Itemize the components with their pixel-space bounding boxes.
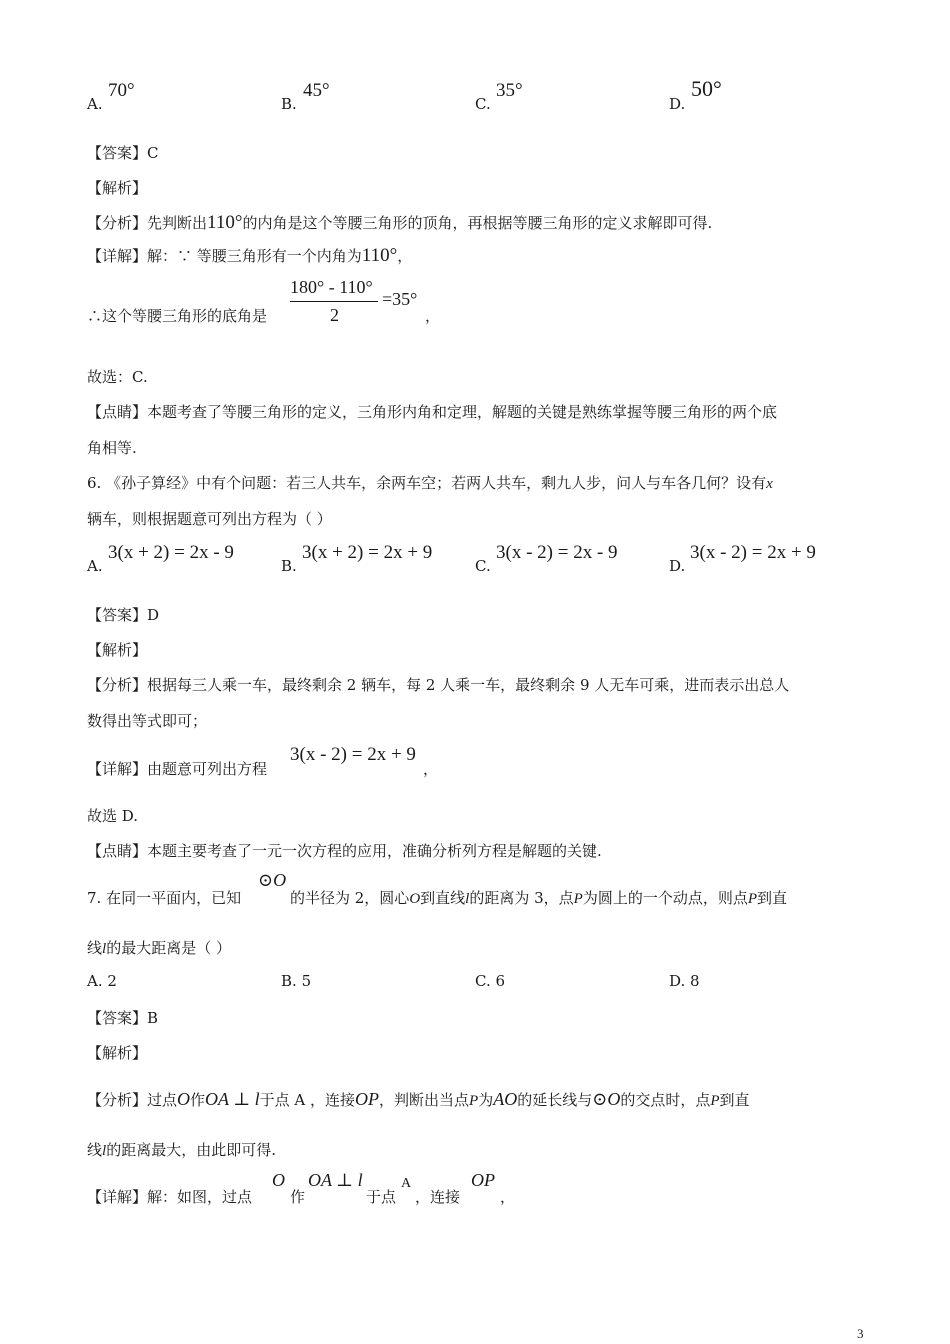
q7-an-g: 的交点时，点 <box>620 1091 711 1109</box>
q5-analysis-math: 110° <box>207 212 243 233</box>
q6-stem-x: x <box>766 476 773 492</box>
q7-detail-tag: 【详解】 <box>87 1188 148 1206</box>
q5-comment-text-2: 角相等. <box>87 439 137 457</box>
q7-stem-d: 的距离为 3，点 <box>469 889 574 907</box>
q5-answer: C <box>147 144 159 162</box>
q7-an2-a: 线 <box>87 1141 103 1159</box>
q5-option-d-letter: D. <box>669 95 686 113</box>
q7-detail-line-a <box>87 1186 252 1207</box>
q6-answer-tag: 【答案】 <box>87 606 148 624</box>
q7-an-oa: OA ⊥ l <box>205 1089 260 1109</box>
q6-answer-line <box>87 604 159 625</box>
q5-fraction-result: =35° <box>382 289 418 309</box>
q7-option-c-value: 6 <box>495 972 506 990</box>
q6-option-d-value: 3(x - 2) = 2x + 9 <box>690 542 816 563</box>
q7-an-e: 为 <box>478 1091 494 1109</box>
q5-option-a-letter: A. <box>87 95 103 113</box>
q5-therefore-comma: ， <box>425 307 441 325</box>
q6-choose: 故选 D. <box>87 807 139 825</box>
q7-de-b: 作 <box>290 1188 306 1206</box>
q5-option-c-value: 35° <box>496 80 523 101</box>
q5-detail-math: 110° <box>361 245 398 266</box>
q6-answer: D <box>147 606 160 624</box>
q7-de-o: O <box>272 1170 285 1190</box>
q7-l2: l <box>102 941 107 957</box>
q6-option-a-letter: A. <box>87 557 103 575</box>
q7-stem-e: 为圆上的一个动点，则点 <box>582 889 748 907</box>
q6-option-d-letter: D. <box>669 557 686 575</box>
q5-option-d-value: 50° <box>691 76 722 101</box>
q5-comment <box>87 401 777 422</box>
q7-analysis-line-1 <box>87 1089 750 1110</box>
q7-de-a: 解：如图，过点 <box>147 1188 253 1206</box>
q6-detail-line <box>87 758 267 779</box>
q6-stem-line-2: 辆车，则根据题意可列出方程为（ ） <box>87 510 332 528</box>
q5-detail <box>87 245 412 267</box>
page-number: 3 <box>857 1326 864 1341</box>
q7-option-d-letter: D. <box>669 972 686 990</box>
q7-an-d: ，判断出当点 <box>379 1091 470 1109</box>
q5-jiexi: 【解析】 <box>87 179 148 197</box>
q5-answer-tag: 【答案】 <box>87 144 148 162</box>
q7-de-op: OP <box>471 1170 495 1190</box>
q7-an-op: OP <box>355 1089 380 1109</box>
q7-stem-line-1a: 7. 在同一平面内，已知 <box>87 889 242 907</box>
q7-de-c: 于点 <box>366 1188 397 1206</box>
q5-option-b-letter: B. <box>281 95 297 113</box>
q7-de-A: A <box>401 1176 412 1191</box>
q6-analysis-line-1 <box>87 674 789 695</box>
q7-analysis-tag: 【分析】 <box>87 1091 148 1109</box>
q5-fraction-numerator: 180° - 110° <box>290 277 373 297</box>
q7-option-a-letter: A. <box>87 972 103 990</box>
q7-an-p2: P <box>710 1093 720 1109</box>
q5-analysis-tag: 【分析】 <box>87 214 148 232</box>
q6-option-b-letter: B. <box>281 557 297 575</box>
q6-jiexi: 【解析】 <box>87 641 148 659</box>
q7-an-b: 作 <box>190 1091 206 1109</box>
q5-detail-tag: 【详解】 <box>87 247 148 265</box>
q5-option-c-letter: C. <box>475 95 491 113</box>
q7-option-b-letter: B. <box>281 972 297 990</box>
q5-analysis <box>87 212 712 234</box>
q7-an-p: P <box>469 1093 479 1109</box>
q7-an-circ: ⊙O <box>592 1089 621 1109</box>
q7-o: O <box>409 891 421 907</box>
q6-analysis-line-2: 数得出等式即可； <box>87 712 208 730</box>
q6-stem-text-1: 6. 《孙子算经》中有个问题：若三人共车，余两车空；若两人共车，剩九人步，问人与车各几何？设有 <box>87 474 767 492</box>
q5-fraction <box>290 277 390 329</box>
q5-option-a-value: 70° <box>108 80 135 101</box>
q7-p: P <box>573 891 583 907</box>
q5-detail-text: 解：∵ 等腰三角形有一个内角为 <box>147 247 362 265</box>
q5-detail-comma: ， <box>397 247 413 265</box>
q6-comment-tag: 【点睛】 <box>87 842 148 860</box>
q7-option-a-value: 2 <box>107 972 117 990</box>
q6-detail-comma: ， <box>423 760 439 778</box>
q6-option-b-value: 3(x + 2) = 2x + 9 <box>302 542 433 563</box>
q7-stem-b: 的半径为 2，圆心 <box>290 889 410 907</box>
q7-an-ao: AO <box>493 1089 518 1109</box>
q6-detail-text: 由题意可列出方程 <box>147 760 268 778</box>
q7-option-c-letter: C. <box>475 972 491 990</box>
q5-choose: 故选：C. <box>87 368 148 386</box>
q7-option-d-value: 8 <box>690 972 700 990</box>
q7-an-a: 过点 <box>147 1091 178 1109</box>
q7-jiexi: 【解析】 <box>87 1044 148 1062</box>
q7-an2-l: l <box>102 1143 107 1159</box>
q7-option-c <box>475 972 505 990</box>
q7-stem-c: 到直线 <box>420 889 466 907</box>
q7-option-b <box>281 972 311 990</box>
q6-comment <box>87 840 602 861</box>
q7-stem-line-2 <box>87 937 231 958</box>
q5-answer-line <box>87 142 159 163</box>
q6-option-a-value: 3(x + 2) = 2x - 9 <box>108 542 234 563</box>
q7-an-c: 于点 A ，连接 <box>259 1091 356 1109</box>
q7-an-o: O <box>177 1089 191 1109</box>
q5-comment-text-1: 本题考查了等腰三角形的定义，三角形内角和定理，解题的关键是熟练掌握等腰三角形的两个底 <box>147 403 778 421</box>
q6-analysis-tag: 【分析】 <box>87 676 148 694</box>
q5-analysis-text-2: 的内角是这个等腰三角形的顶角，再根据等腰三角形的定义求解即可得. <box>242 214 713 232</box>
q6-comment-text: 本题主要考查了一元一次方程的应用，准确分析列方程是解题的关键. <box>147 842 602 860</box>
q7-l: l <box>465 891 470 907</box>
q7-stem-f: 到直 <box>757 889 788 907</box>
q7-stem-line2-b: 的最大距离是（ ） <box>106 939 231 957</box>
q7-answer-line <box>87 1007 158 1028</box>
q7-de-d: ，连接 <box>415 1188 461 1206</box>
q5-analysis-text-1: 先判断出 <box>147 214 208 232</box>
q6-option-c-letter: C. <box>475 557 491 575</box>
q7-de-oa: OA ⊥ l <box>308 1170 363 1190</box>
q7-de-e: ， <box>500 1188 516 1206</box>
q6-option-c-value: 3(x - 2) = 2x - 9 <box>496 542 618 563</box>
q5-fraction-bar <box>290 301 378 302</box>
q5-comment-tag: 【点睛】 <box>87 403 148 421</box>
q7-answer: B <box>147 1009 159 1027</box>
q6-detail-math: 3(x - 2) = 2x + 9 <box>290 744 416 765</box>
q5-option-b-value: 45° <box>303 80 330 101</box>
q7-an2-b: 的距离最大，由此即可得. <box>106 1141 276 1159</box>
q7-option-a <box>87 972 117 990</box>
q7-p2: P <box>747 891 758 907</box>
q7-an-h: 到直 <box>719 1091 750 1109</box>
q6-stem-line-1 <box>87 472 773 493</box>
q6-detail-tag: 【详解】 <box>87 760 148 778</box>
q7-option-b-value: 5 <box>301 972 312 990</box>
q7-answer-tag: 【答案】 <box>87 1009 148 1027</box>
q7-an-f: 的延长线与 <box>517 1091 593 1109</box>
q7-circle-o: ⊙O <box>258 870 287 890</box>
q7-stem-line-1b <box>290 887 787 908</box>
q5-fraction-denominator: 2 <box>330 305 339 325</box>
q6-analysis-text-1: 根据每三人乘一车，最终剩余 2 辆车，每 2 人乘一车，最终剩余 9 人无车可乘，进而表示出总人 <box>147 676 790 694</box>
q7-stem-line2-a: 线 <box>87 939 103 957</box>
q7-option-d <box>669 972 700 990</box>
q7-analysis-line-2 <box>87 1139 276 1160</box>
q5-therefore-text: ∴这个等腰三角形的底角是 <box>87 307 268 325</box>
